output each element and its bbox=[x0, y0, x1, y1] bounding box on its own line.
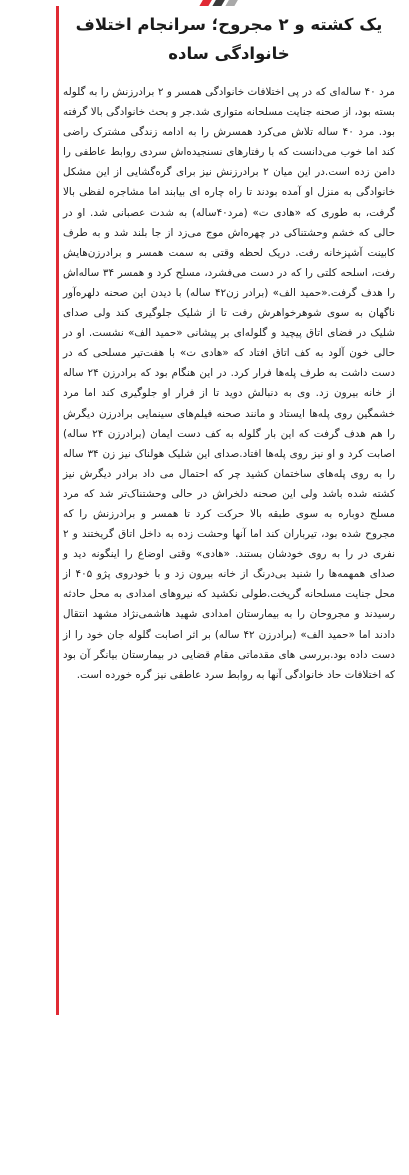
decoration-mark-gray bbox=[225, 0, 239, 6]
column-divider bbox=[56, 6, 59, 1015]
article-headline: یک کشته و ۲ مجروح؛ سرانجام اختلاف خانوادگی ساده bbox=[75, 15, 383, 63]
news-article bbox=[63, 10, 395, 685]
article-body: مرد ۴۰ ساله‌ای که در پی اختلافات خانوادگی همسر و ۲ برادرزنش را به گلوله بسته بود، از صحنه جنایت مسلحانه متواری شد.جر و بحث خانوادگی بالا گرفته بود. مرد ۴۰ ساله تلاش می‌کرد همسرش را به ادامه زندگی مشترک راضی کند اما خوب می‌دانست که با رفتارهای نسنجیده‌اش سردی روابط عاطفی را دامن زده است.در این میان ۲ برادرزنش نیز برای گره‌گشایی از این مشکل خانوادگی به منزل او آمده بودند تا راه چاره ای بیابند اما مشاجره لفظی بالا گرفت، به طوری که «هادی ت» (مرد۴۰ساله) به شدت عصبانی شد. او در حالی که خشم وحشتناکی در چهره‌اش موج می‌زد از جا بلند شد و به طرف کابینت آشپزخانه رفت. دریک لحظه وقتی به سمت همسر و برادرزن‌هایش رفت، اسلحه کلتی را که در دست می‌فشرد، مسلح کرد و همسر ۳۴ ساله‌اش را هدف گرفت.«حمید الف» (برادر زن۴۲ ساله) با دیدن این صحنه دلهره‌آور ناگهان به سوی شوهرخواهرش رفت تا از شلیک جلوگیری کند ولی صدای شلیک در فضای اتاق پیچید و گلوله‌ای بر پیشانی «حمید الف» نشست. او در حالی خون آلود به کف اتاق افتاد که «هادی ت» با هفت‌تیر مسلحی که در دست داشت به طرف پله‌ها فرار کرد. در این هنگام بود که برادرزن ۲۴ ساله از خانه بیرون زد. وی به دنبالش دوید تا از فرار او جلوگیری کند اما مرد خشمگین روی پله‌ها ایستاد و مانند صحنه فیلم‌های سینمایی برادرزن دیگرش را هم هدف گرفت که این بار گلوله به کف دست ایمان (برادرزن ۲۴ ساله) اصابت کرد و او نیز روی پله‌ها افتاد.صدای این شلیک هولناک نیز زن ۳۴ ساله را به روی پله‌های ساختمان کشید چر که احتمال می داد برادر دیگرش نیز کشته شده باشد ولی این صحنه دلخراش در حالی وحشتناک‌تر شد که مرد مسلح دوباره به سوی طبقه بالا حرکت کرد تا همسر و برادرزنش را که مجروح شده بود، تیرباران کند اما آنها وحشت زده به داخل اتاق گریختند و ۲ نفری در را به روی خودشان بستند. «هادی» وقتی اوضاع را اینگونه دید و صدای همهمه‌ها را شنید بی‌درنگ از خانه بیرون زد و با خودروی پژو ۴۰۵ از محل جنایت مسلحانه گریخت.طولی نکشید که نیروهای امدادی به محل حادثه رسیدند و مجروحان را به بیمارستان امدادی شهید هاشمی‌نژاد مشهد انتقال دادند اما «حمید الف» (برادرزن ۴۲ ساله) بر اثر اصابت گلوله جان خود را از دست داده بود.بررسی های مقدماتی مقام قضایی در بیمارستان بیانگر آن بود که اختلافات حاد خانوادگی آنها به روابط سرد عاطفی نیز گره خورده است. bbox=[63, 86, 396, 681]
top-decoration-marks bbox=[199, 0, 245, 9]
